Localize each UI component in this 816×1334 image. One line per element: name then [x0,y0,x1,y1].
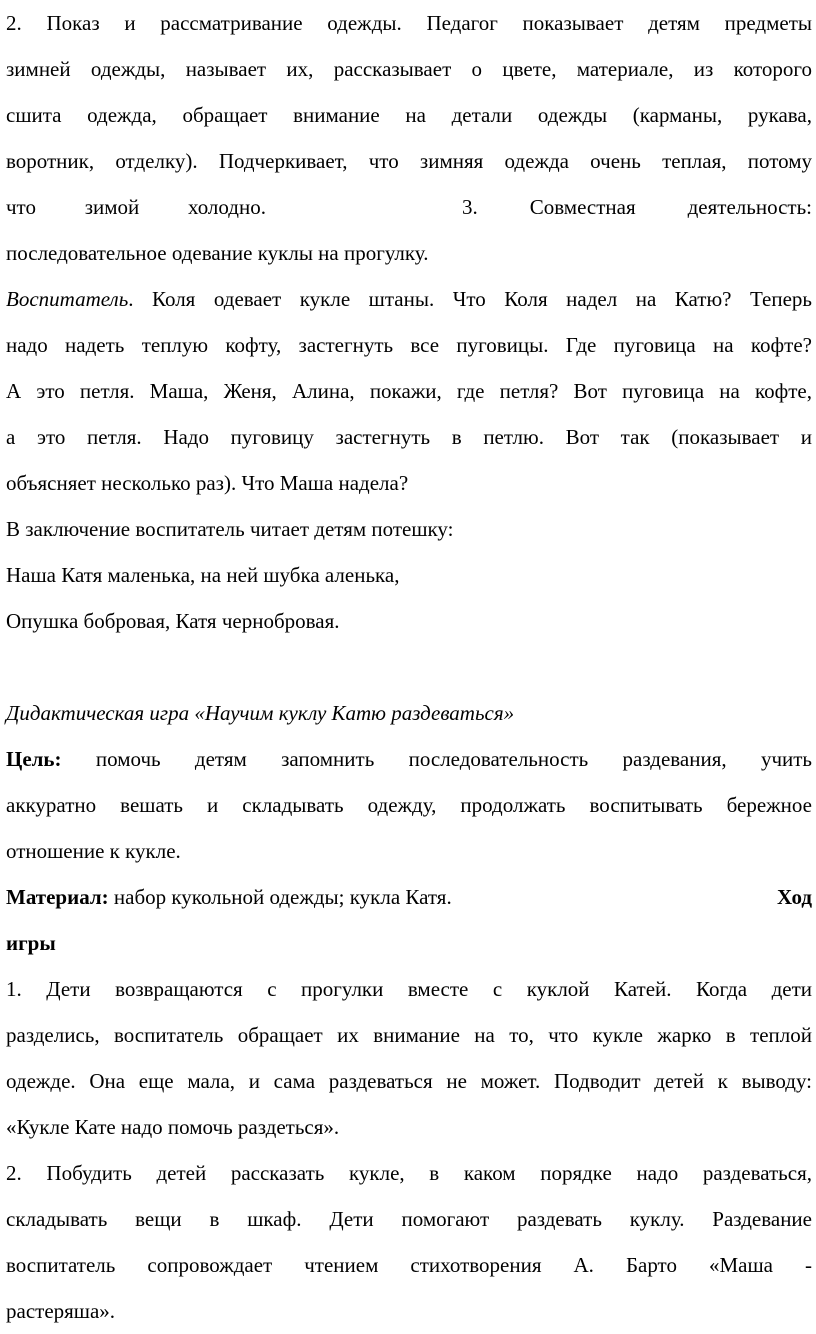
poem-line: Наша Катя маленька, на ней шубка аленька, [6,563,400,587]
material-text: набор кукольной одежды; кукла Катя. [108,885,452,909]
text-line [6,874,812,920]
text-line [6,276,812,322]
text-line: растеряша». [6,1299,116,1323]
course-label: Ход [776,885,812,909]
text-line: «Кукле Кате надо помочь раздеться». [6,1115,340,1139]
text-line: А это петля. Маша, Женя, Алина, покажи, где петля? Вот пуговица на кофте, [6,379,812,403]
speaker-label: Воспитатель [6,287,129,311]
text-line: 1. Дети возвращаются с прогулки вместе с куклой Катей. Когда дети [6,977,812,1001]
text-line: объясняет несколько раз). Что Маша надела? [6,471,409,495]
goal-label: Цель: [6,747,62,771]
text-line: надо надеть теплую кофту, застегнуть все пуговицы. Где пуговица на кофте? [6,333,812,357]
text-line: воротник, отделку). Подчеркивает, что зимняя одежда очень теплая, потому [6,149,812,173]
text-word: холодно. [188,195,266,219]
text-segment: помочь детям запомнить последовательность раздевания, учить [61,747,812,771]
text-line: последовательное одевание куклы на прогулку. [6,241,429,265]
text-segment: . Коля одевает кукле штаны. Что Коля надел на Катю? Теперь [128,287,812,311]
text-line: одежде. Она еще мала, и сама раздеваться не может. Подводит детей к выводу: [6,1069,812,1093]
game-title: Дидактическая игра «Научим куклу Катю раздеваться» [6,701,515,725]
text-line [6,184,812,230]
course-label-cont: игры [6,931,56,955]
text-segment [6,184,266,230]
text-line: разделись, воспитатель обращает их внимание на то, что кукле жарко в теплой [6,1023,812,1047]
text-line: сшита одежда, обращает внимание на детали одежды (карманы, рукава, [6,103,812,127]
material-label: Материал: [6,885,109,909]
text-line: отношение к кукле. [6,839,181,863]
text-line: аккуратно вешать и складывать одежду, продолжать воспитывать бережное [6,793,812,817]
text-word: деятельность: [687,195,812,219]
text-line: В заключение воспитатель читает детям потешку: [6,517,454,541]
text-line [6,736,812,782]
text-line: складывать вещи в шкаф. Дети помогают раздевать куклу. Раздевание [6,1207,812,1231]
text-word: Совместная [529,195,636,219]
text-line: 2. Показ и рассматривание одежды. Педагог показывает детям предметы [6,11,812,35]
document-page [6,0,812,1334]
text-segment [6,874,452,920]
text-line: 2. Побудить детей рассказать кукле, в каком порядке надо раздеваться, [6,1161,812,1185]
text-word: зимой [84,195,140,219]
text-segment [462,184,812,230]
text-line: зимней одежды, называет их, рассказывает о цвете, материале, из которого [6,57,812,81]
blank-line [6,644,812,690]
text-line: воспитатель сопровождает чтением стихотворения А. Барто «Маша - [6,1253,812,1277]
poem-line: Опушка бобровая, Катя чернобровая. [6,609,340,633]
text-word: 3. [462,195,478,219]
text-word: что [6,195,36,219]
text-line: а это петля. Надо пуговицу застегнуть в петлю. Вот так (показывает и [6,425,812,449]
